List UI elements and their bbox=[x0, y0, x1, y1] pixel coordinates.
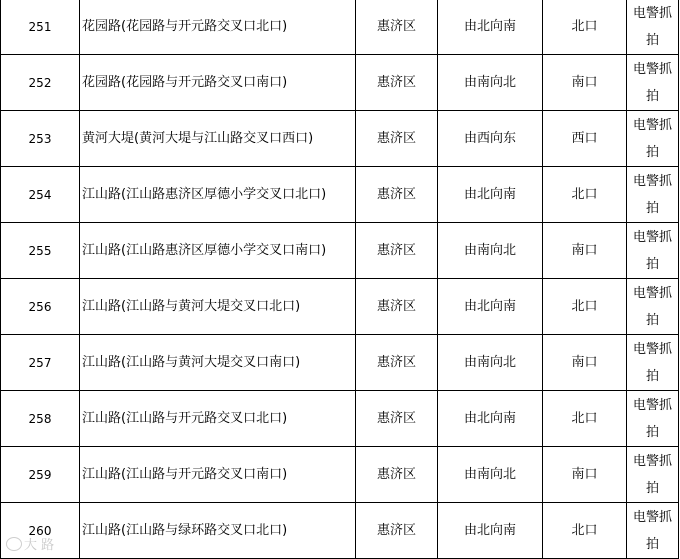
capture-type: 电警抓拍 bbox=[627, 447, 679, 503]
capture-type: 电警抓拍 bbox=[627, 279, 679, 335]
direction: 由北向南 bbox=[438, 503, 543, 559]
table-row bbox=[1, 503, 679, 559]
district: 惠济区 bbox=[356, 391, 438, 447]
road-location: 江山路(江山路惠济区厚德小学交叉口南口) bbox=[80, 223, 356, 279]
row-number: 253 bbox=[1, 111, 80, 167]
road-location: 江山路(江山路与绿环路交叉口北口) bbox=[80, 503, 356, 559]
capture-type: 电警抓拍 bbox=[627, 391, 679, 447]
direction: 由北向南 bbox=[438, 391, 543, 447]
entrance: 北口 bbox=[543, 167, 627, 223]
road-location: 江山路(江山路与开元路交叉口南口) bbox=[80, 447, 356, 503]
table-body bbox=[1, 0, 679, 559]
entrance: 北口 bbox=[543, 279, 627, 335]
capture-type: 电警抓拍 bbox=[627, 0, 679, 55]
row-number: 255 bbox=[1, 223, 80, 279]
direction: 由北向南 bbox=[438, 279, 543, 335]
row-number: 254 bbox=[1, 167, 80, 223]
district: 惠济区 bbox=[356, 223, 438, 279]
table-row bbox=[1, 0, 679, 55]
capture-type: 电警抓拍 bbox=[627, 223, 679, 279]
weibo-logo-icon bbox=[6, 537, 22, 551]
capture-type: 电警抓拍 bbox=[627, 335, 679, 391]
entrance: 南口 bbox=[543, 223, 627, 279]
row-number: 256 bbox=[1, 279, 80, 335]
road-location: 江山路(江山路与开元路交叉口北口) bbox=[80, 391, 356, 447]
direction: 由南向北 bbox=[438, 447, 543, 503]
direction: 由北向南 bbox=[438, 167, 543, 223]
watermark bbox=[6, 534, 54, 553]
road-location: 花园路(花园路与开元路交叉口南口) bbox=[80, 55, 356, 111]
direction: 由北向南 bbox=[438, 0, 543, 55]
road-location: 黄河大堤(黄河大堤与江山路交叉口西口) bbox=[80, 111, 356, 167]
entrance: 南口 bbox=[543, 447, 627, 503]
road-location: 江山路(江山路与黄河大堤交叉口南口) bbox=[80, 335, 356, 391]
entrance: 西口 bbox=[543, 111, 627, 167]
direction: 由南向北 bbox=[438, 223, 543, 279]
entrance: 北口 bbox=[543, 503, 627, 559]
entrance: 北口 bbox=[543, 0, 627, 55]
capture-type: 电警抓拍 bbox=[627, 503, 679, 559]
district: 惠济区 bbox=[356, 55, 438, 111]
entrance: 南口 bbox=[543, 335, 627, 391]
entrance: 南口 bbox=[543, 55, 627, 111]
row-number: 258 bbox=[1, 391, 80, 447]
table-row bbox=[1, 391, 679, 447]
table-row bbox=[1, 111, 679, 167]
district: 惠济区 bbox=[356, 503, 438, 559]
district: 惠济区 bbox=[356, 447, 438, 503]
district: 惠济区 bbox=[356, 335, 438, 391]
road-location: 江山路(江山路惠济区厚德小学交叉口北口) bbox=[80, 167, 356, 223]
direction: 由西向东 bbox=[438, 111, 543, 167]
row-number: 252 bbox=[1, 55, 80, 111]
district: 惠济区 bbox=[356, 167, 438, 223]
road-location: 花园路(花园路与开元路交叉口北口) bbox=[80, 0, 356, 55]
capture-type: 电警抓拍 bbox=[627, 111, 679, 167]
table-row bbox=[1, 167, 679, 223]
district: 惠济区 bbox=[356, 0, 438, 55]
road-location: 江山路(江山路与黄河大堤交叉口北口) bbox=[80, 279, 356, 335]
entrance: 北口 bbox=[543, 391, 627, 447]
capture-type: 电警抓拍 bbox=[627, 167, 679, 223]
table-row bbox=[1, 223, 679, 279]
table-row bbox=[1, 55, 679, 111]
district: 惠济区 bbox=[356, 279, 438, 335]
row-number: 259 bbox=[1, 447, 80, 503]
row-number: 260 bbox=[1, 503, 80, 559]
table-row bbox=[1, 279, 679, 335]
row-number: 257 bbox=[1, 335, 80, 391]
watermark-text: 大 路 bbox=[24, 538, 55, 553]
row-number: 251 bbox=[1, 0, 80, 55]
table-row bbox=[1, 335, 679, 391]
direction: 由南向北 bbox=[438, 335, 543, 391]
table-row bbox=[1, 447, 679, 503]
capture-type: 电警抓拍 bbox=[627, 55, 679, 111]
district: 惠济区 bbox=[356, 111, 438, 167]
direction: 由南向北 bbox=[438, 55, 543, 111]
